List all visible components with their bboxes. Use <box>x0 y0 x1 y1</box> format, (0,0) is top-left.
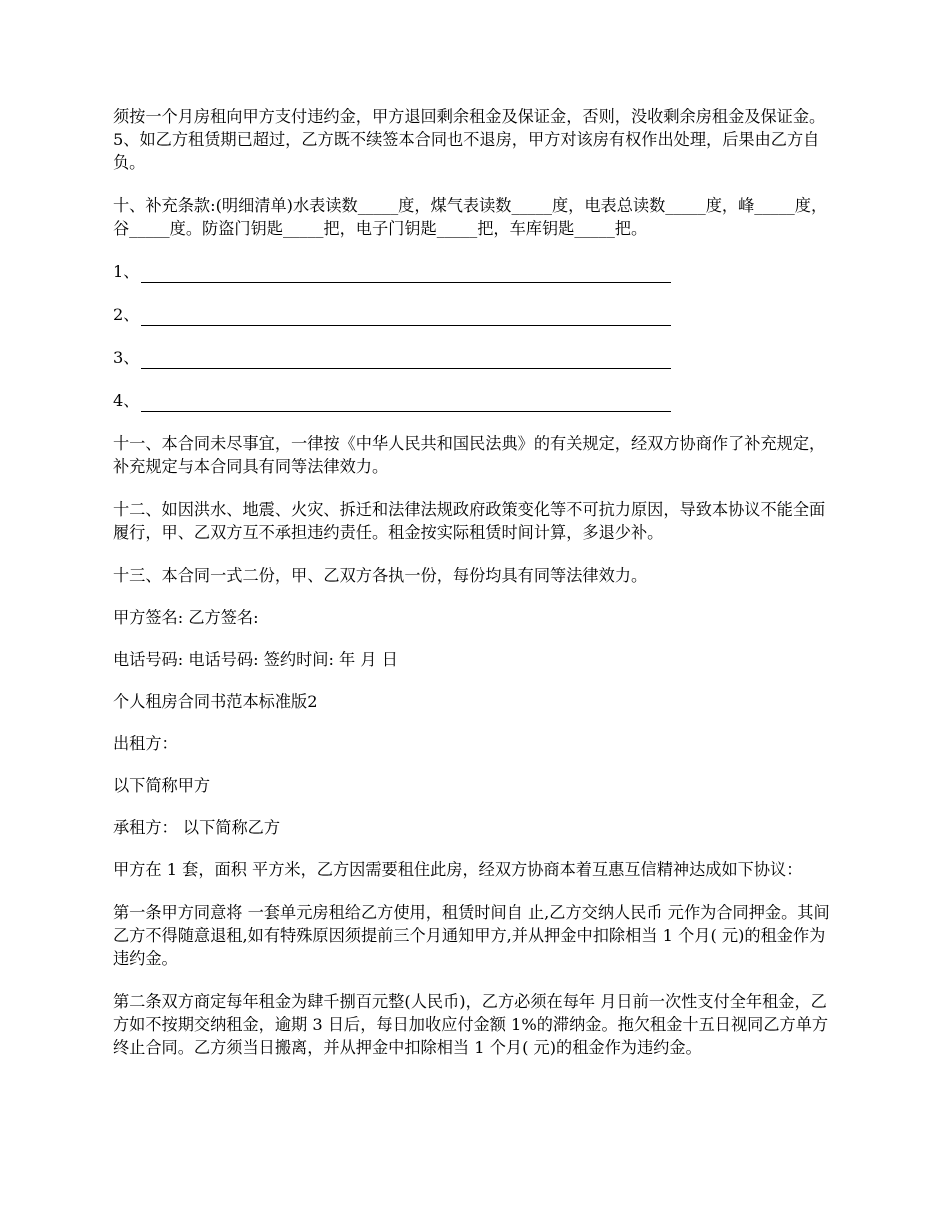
paragraph-supplementary-terms: 十、补充条款:(明细清单)水表读数_____度，煤气表读数_____度，电表总读数_____度，峰_____度，谷_____度。防盗门钥匙_____把，电子门钥匙_____把，车库钥匙_____把。 <box>113 196 828 238</box>
fill-in-underline <box>141 393 671 412</box>
document-body <box>113 105 840 1079</box>
paragraph-clause-12: 十二、如因洪水、地震、火灾、拆迁和法律法规政府政策变化等不可抗力原因，导致本协议不能全面履行，甲、乙双方互不承担违约责任。租金按实际租赁时间计算，多退少补。 <box>113 500 826 542</box>
paragraph-penalty-clause: 须按一个月房租向甲方支付违约金，甲方退回剩余租金及保证金，否则，没收剩余房租金及保证金。5、如乙方租赁期已超过，乙方既不续签本合同也不退房，甲方对该房有权作出处理，后果由乙方自负。 <box>113 107 826 172</box>
fill-in-line-3 <box>113 346 840 369</box>
paragraph-clause-11: 十一、本合同未尽事宜，一律按《中华人民共和国民法典》的有关规定，经双方协商作了补充规定，补充规定与本合同具有同等法律效力。 <box>113 434 826 476</box>
fill-in-number: 1、 <box>113 262 140 281</box>
fill-in-number: 2、 <box>113 305 140 324</box>
paragraph-article-1: 第一条甲方同意将 一套单元房租给乙方使用，租赁时间自 止,乙方交纳人民币 元作为合同押金。其间乙方不得随意退租,如有特殊原因须提前三个月通知甲方,并从押金中扣除相当 1 个月( 元)的租金作为违约金。 <box>113 903 830 968</box>
fill-in-underline <box>141 264 671 283</box>
fill-in-underline <box>141 350 671 369</box>
lessor-line: 出租方： <box>113 734 178 753</box>
paragraph-article-2: 第二条双方商定每年租金为肆千捌百元整(人民币)，乙方必须在每年 月日前一次性支付全年租金，乙方如不按期交纳租金，逾期 3 日后，每日加收应付金额 1%的滞纳金。拖欠租金十五日视同乙方单方终止合同。乙方须当日搬离，并从押金中扣除相当 1 个月( 元)的租金作为违约金。 <box>113 992 829 1057</box>
second-contract-title: 个人租房合同书范本标准版2 <box>113 692 318 711</box>
paragraph-clause-13: 十三、本合同一式二份，甲、乙双方各执一份，每份均具有同等法律效力。 <box>113 566 648 585</box>
fill-in-number: 3、 <box>113 348 140 367</box>
fill-in-underline <box>141 307 671 326</box>
fill-in-line-2 <box>113 303 840 326</box>
signature-line: 甲方签名: 乙方签名: <box>113 608 259 627</box>
party-a-note: 以下简称甲方 <box>113 776 211 795</box>
phone-date-line: 电话号码: 电话号码: 签约时间: 年 月 日 <box>113 650 398 669</box>
fill-in-line-1 <box>113 260 840 283</box>
fill-in-number: 4、 <box>113 391 140 410</box>
fill-in-line-4 <box>113 389 840 412</box>
lessee-line: 承租方： 以下简称乙方 <box>113 818 281 837</box>
paragraph-intro: 甲方在 1 套，面积 平方米，乙方因需要租住此房，经双方协商本着互惠互信精神达成如下协议： <box>113 860 803 879</box>
